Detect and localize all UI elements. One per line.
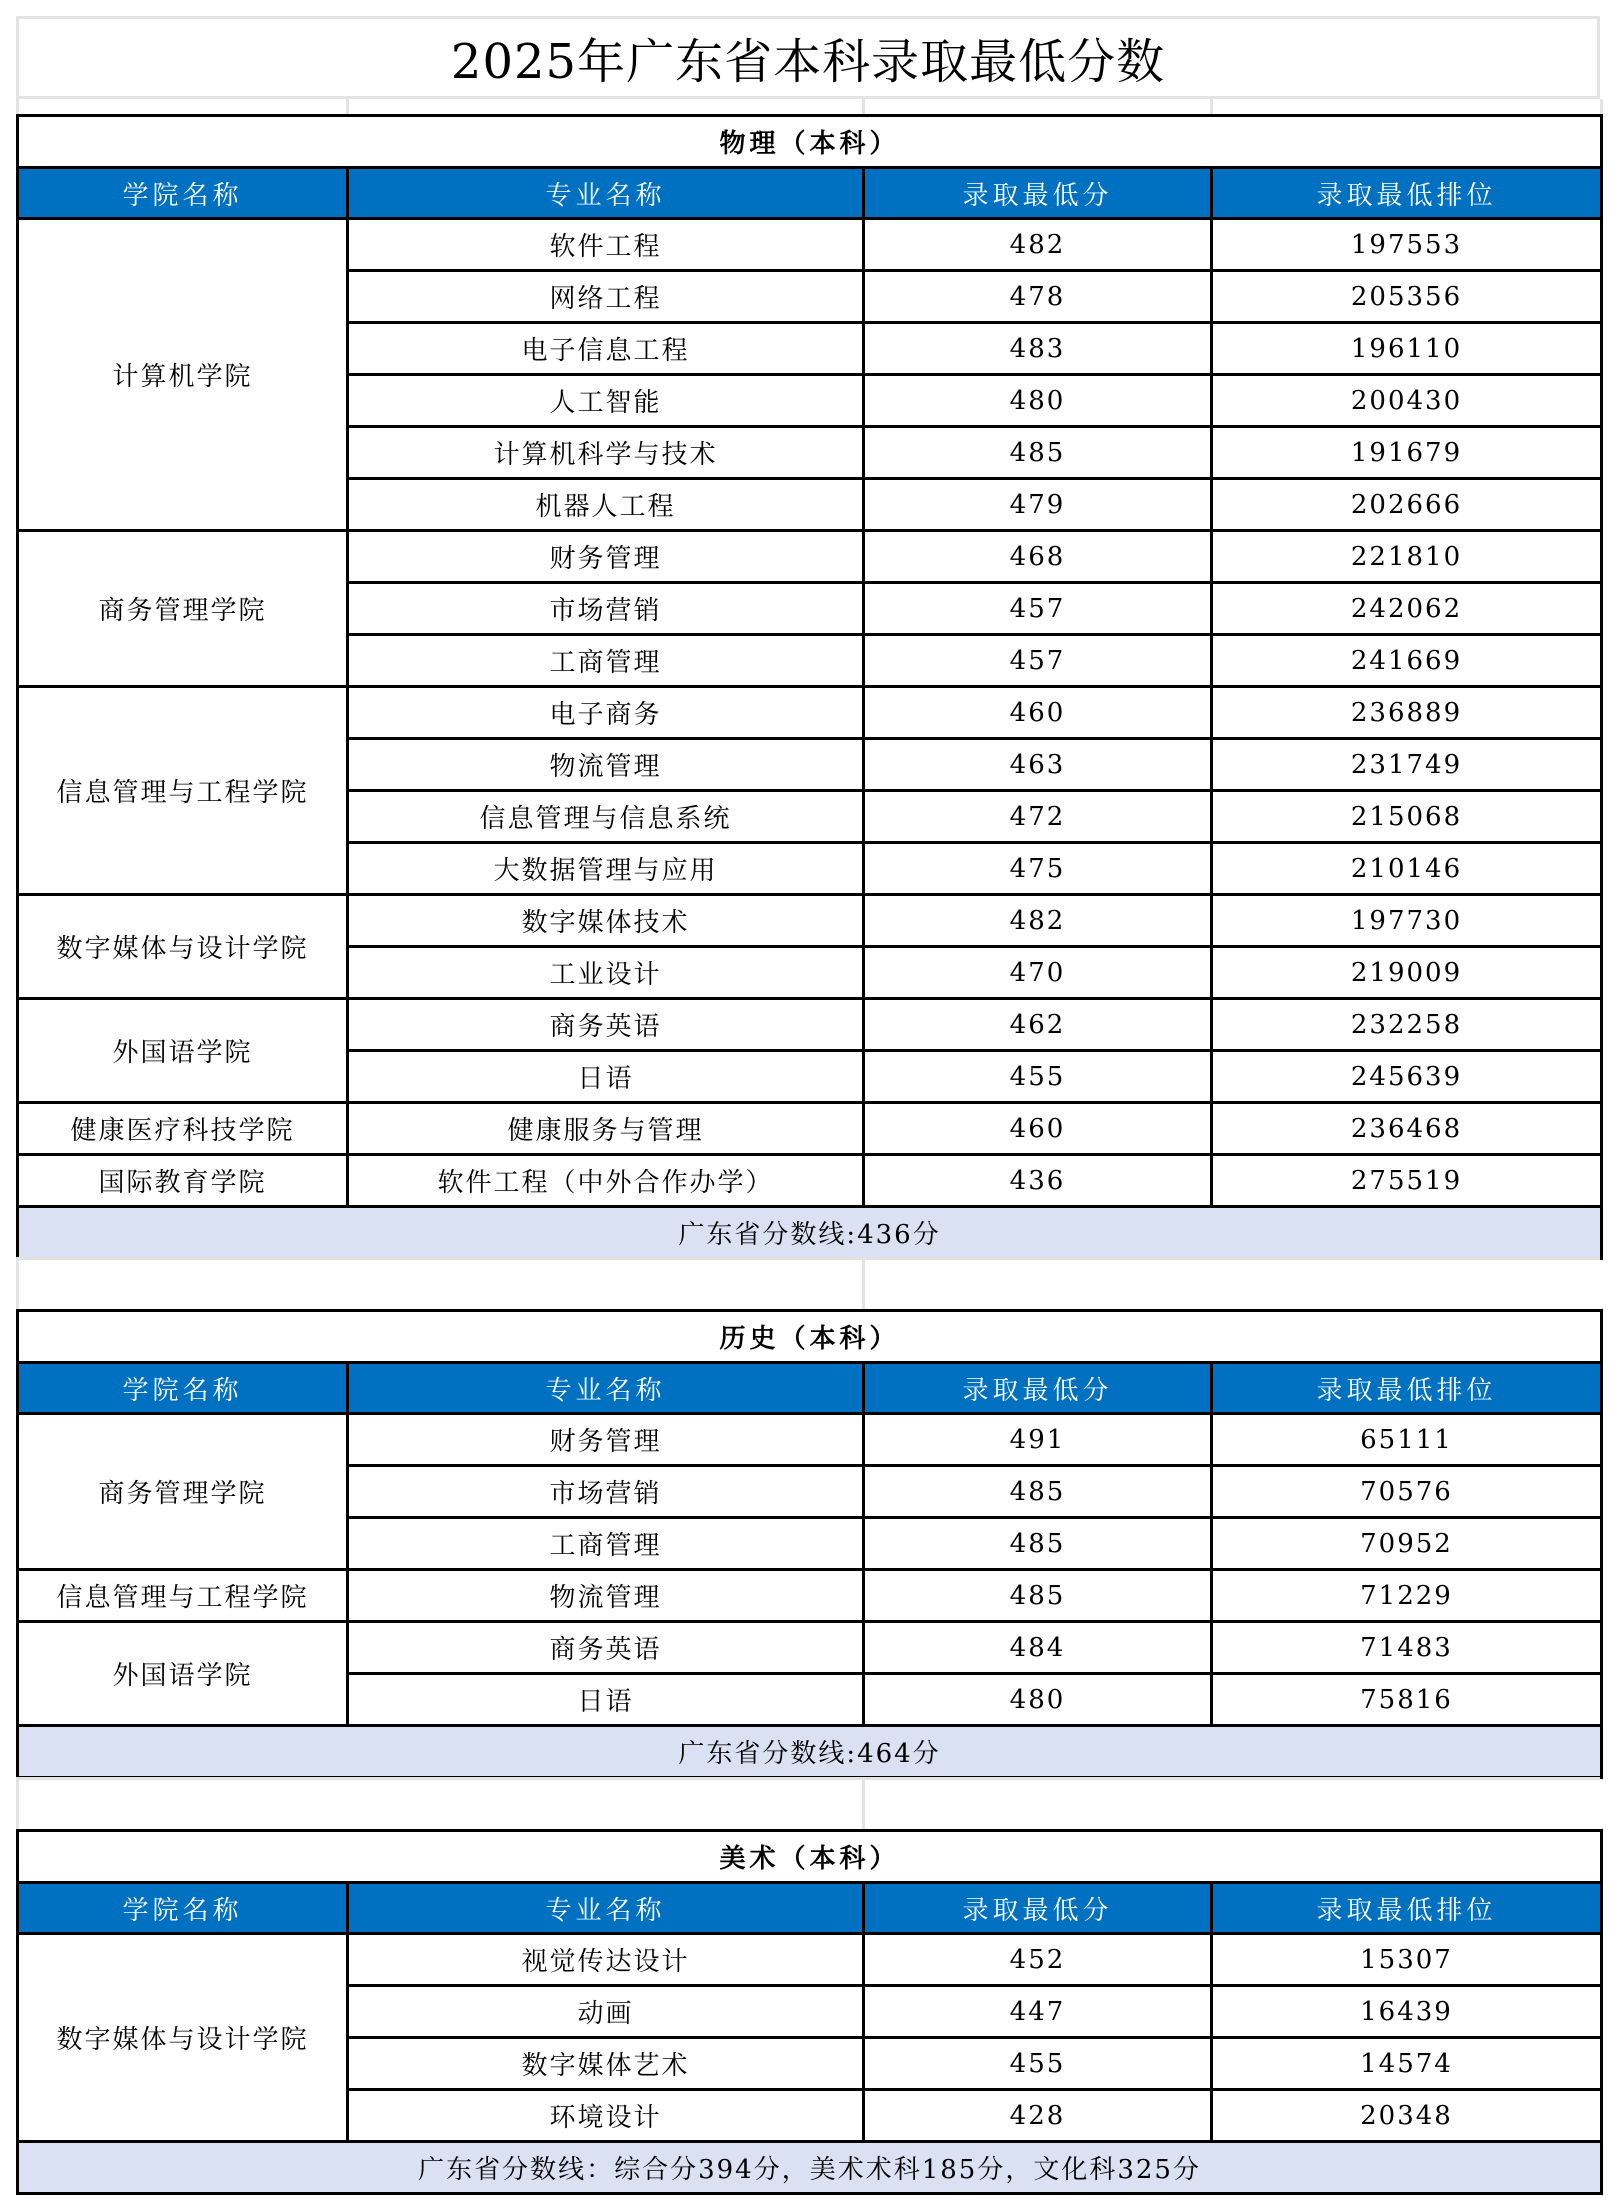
major-cell: 日语 <box>348 1051 864 1103</box>
min-score-cell: 457 <box>864 583 1212 635</box>
min-score-cell: 455 <box>864 1051 1212 1103</box>
min-rank-cell: 236468 <box>1212 1103 1602 1155</box>
min-rank-header: 录取最低排位 <box>1212 168 1602 219</box>
min-score-cell: 484 <box>864 1622 1212 1674</box>
major-header: 专业名称 <box>348 1883 864 1934</box>
major-cell: 财务管理 <box>348 531 864 583</box>
college-header: 学院名称 <box>18 168 348 219</box>
provincial-line-row <box>18 2142 1602 2194</box>
section-title-row <box>18 1831 1602 1883</box>
table-row <box>18 1414 1602 1466</box>
min-rank-cell: 70576 <box>1212 1466 1602 1518</box>
major-cell: 工商管理 <box>348 635 864 687</box>
college-cell: 外国语学院 <box>18 999 348 1103</box>
major-cell: 健康服务与管理 <box>348 1103 864 1155</box>
min-score-cell: 478 <box>864 271 1212 323</box>
min-rank-cell: 221810 <box>1212 531 1602 583</box>
major-cell: 电子商务 <box>348 687 864 739</box>
min-score-cell: 485 <box>864 1570 1212 1622</box>
min-rank-cell: 202666 <box>1212 479 1602 531</box>
spacer-row <box>16 1257 1600 1309</box>
min-score-header: 录取最低分 <box>864 168 1212 219</box>
min-rank-cell: 65111 <box>1212 1414 1602 1466</box>
major-cell: 日语 <box>348 1674 864 1726</box>
min-score-cell: 482 <box>864 219 1212 271</box>
min-rank-cell: 197730 <box>1212 895 1602 947</box>
spacer-row <box>16 96 1600 114</box>
min-score-cell: 480 <box>864 1674 1212 1726</box>
min-score-cell: 491 <box>864 1414 1212 1466</box>
major-cell: 物流管理 <box>348 1570 864 1622</box>
min-score-header: 录取最低分 <box>864 1363 1212 1414</box>
major-header: 专业名称 <box>348 168 864 219</box>
major-cell: 数字媒体技术 <box>348 895 864 947</box>
min-score-cell: 460 <box>864 1103 1212 1155</box>
provincial-line-row <box>18 1726 1602 1778</box>
major-cell: 大数据管理与应用 <box>348 843 864 895</box>
college-cell: 外国语学院 <box>18 1622 348 1726</box>
min-score-cell: 447 <box>864 1986 1212 2038</box>
table-row <box>18 1570 1602 1622</box>
table-row <box>18 1622 1602 1674</box>
min-score-cell: 452 <box>864 1934 1212 1986</box>
min-rank-cell: 232258 <box>1212 999 1602 1051</box>
major-cell: 软件工程 <box>348 219 864 271</box>
section-title: 历史（本科） <box>18 1311 1602 1363</box>
min-score-cell: 468 <box>864 531 1212 583</box>
min-score-cell: 480 <box>864 375 1212 427</box>
table-row <box>18 687 1602 739</box>
min-rank-cell: 71483 <box>1212 1622 1602 1674</box>
gridline <box>862 1780 865 1829</box>
major-cell: 人工智能 <box>348 375 864 427</box>
art-table <box>16 1829 1603 2195</box>
min-rank-cell: 231749 <box>1212 739 1602 791</box>
major-cell: 信息管理与信息系统 <box>348 791 864 843</box>
college-cell: 信息管理与工程学院 <box>18 1570 348 1622</box>
min-rank-cell: 196110 <box>1212 323 1602 375</box>
min-rank-cell: 245639 <box>1212 1051 1602 1103</box>
min-score-cell: 475 <box>864 843 1212 895</box>
table-row <box>18 999 1602 1051</box>
min-score-cell: 485 <box>864 1466 1212 1518</box>
min-rank-cell: 275519 <box>1212 1155 1602 1207</box>
college-header: 学院名称 <box>18 1363 348 1414</box>
min-score-cell: 482 <box>864 895 1212 947</box>
gridline <box>862 1260 865 1309</box>
provincial-line-text: 广东省分数线：综合分394分，美术术科185分，文化科325分 <box>18 2142 1602 2194</box>
min-rank-cell: 20348 <box>1212 2090 1602 2142</box>
major-cell: 机器人工程 <box>348 479 864 531</box>
gridline <box>1210 99 1213 114</box>
gridline <box>1600 99 1603 114</box>
college-cell: 数字媒体与设计学院 <box>18 895 348 999</box>
min-rank-cell: 219009 <box>1212 947 1602 999</box>
major-cell: 环境设计 <box>348 2090 864 2142</box>
min-rank-cell: 205356 <box>1212 271 1602 323</box>
major-cell: 市场营销 <box>348 1466 864 1518</box>
min-score-cell: 485 <box>864 1518 1212 1570</box>
min-rank-header: 录取最低排位 <box>1212 1883 1602 1934</box>
min-score-cell: 460 <box>864 687 1212 739</box>
physics-table <box>16 114 1603 1260</box>
college-cell: 信息管理与工程学院 <box>18 687 348 895</box>
gridline <box>862 99 865 114</box>
major-header: 专业名称 <box>348 1363 864 1414</box>
page-title: 2025年广东省本科录取最低分数 <box>450 34 1166 90</box>
major-cell: 网络工程 <box>348 271 864 323</box>
column-header-row <box>18 1363 1602 1414</box>
college-cell: 商务管理学院 <box>18 1414 348 1570</box>
table-row <box>18 1155 1602 1207</box>
table-row <box>18 1103 1602 1155</box>
min-rank-cell: 70952 <box>1212 1518 1602 1570</box>
provincial-line-row <box>18 1207 1602 1259</box>
min-score-cell: 462 <box>864 999 1212 1051</box>
college-cell: 健康医疗科技学院 <box>18 1103 348 1155</box>
college-header: 学院名称 <box>18 1883 348 1934</box>
major-cell: 动画 <box>348 1986 864 2038</box>
min-score-cell: 485 <box>864 427 1212 479</box>
major-cell: 市场营销 <box>348 583 864 635</box>
college-cell: 商务管理学院 <box>18 531 348 687</box>
major-cell: 电子信息工程 <box>348 323 864 375</box>
min-score-cell: 436 <box>864 1155 1212 1207</box>
history-table <box>16 1309 1603 1779</box>
min-score-cell: 479 <box>864 479 1212 531</box>
college-cell: 数字媒体与设计学院 <box>18 1934 348 2142</box>
min-rank-cell: 241669 <box>1212 635 1602 687</box>
min-score-cell: 470 <box>864 947 1212 999</box>
major-cell: 计算机科学与技术 <box>348 427 864 479</box>
min-rank-cell: 210146 <box>1212 843 1602 895</box>
college-cell: 国际教育学院 <box>18 1155 348 1207</box>
provincial-line-text: 广东省分数线:436分 <box>18 1207 1602 1259</box>
major-cell: 物流管理 <box>348 739 864 791</box>
min-rank-cell: 16439 <box>1212 1986 1602 2038</box>
major-cell: 财务管理 <box>348 1414 864 1466</box>
major-cell: 软件工程（中外合作办学） <box>348 1155 864 1207</box>
major-cell: 工业设计 <box>348 947 864 999</box>
min-score-header: 录取最低分 <box>864 1883 1212 1934</box>
table-row <box>18 895 1602 947</box>
min-rank-cell: 200430 <box>1212 375 1602 427</box>
spacer-row <box>16 1777 1600 1829</box>
section-title-row <box>18 116 1602 168</box>
section-title-row <box>18 1311 1602 1363</box>
min-score-cell: 455 <box>864 2038 1212 2090</box>
major-cell: 商务英语 <box>348 1622 864 1674</box>
major-cell: 工商管理 <box>348 1518 864 1570</box>
min-rank-cell: 197553 <box>1212 219 1602 271</box>
min-score-cell: 428 <box>864 2090 1212 2142</box>
min-score-cell: 457 <box>864 635 1212 687</box>
min-rank-cell: 236889 <box>1212 687 1602 739</box>
column-header-row <box>18 168 1602 219</box>
provincial-line-text: 广东省分数线:464分 <box>18 1726 1602 1778</box>
major-cell: 视觉传达设计 <box>348 1934 864 1986</box>
major-cell: 数字媒体艺术 <box>348 2038 864 2090</box>
min-rank-cell: 215068 <box>1212 791 1602 843</box>
table-row <box>18 1934 1602 1986</box>
min-rank-cell: 71229 <box>1212 1570 1602 1622</box>
section-title: 物理（本科） <box>18 116 1602 168</box>
college-cell: 计算机学院 <box>18 219 348 531</box>
table-row <box>18 531 1602 583</box>
page-title-row <box>16 16 1600 96</box>
min-rank-cell: 14574 <box>1212 2038 1602 2090</box>
gridline <box>346 99 349 114</box>
min-score-cell: 483 <box>864 323 1212 375</box>
table-row <box>18 219 1602 271</box>
min-score-cell: 463 <box>864 739 1212 791</box>
section-title: 美术（本科） <box>18 1831 1602 1883</box>
major-cell: 商务英语 <box>348 999 864 1051</box>
min-rank-header: 录取最低排位 <box>1212 1363 1602 1414</box>
column-header-row <box>18 1883 1602 1934</box>
min-rank-cell: 191679 <box>1212 427 1602 479</box>
min-score-cell: 472 <box>864 791 1212 843</box>
min-rank-cell: 75816 <box>1212 1674 1602 1726</box>
min-rank-cell: 15307 <box>1212 1934 1602 1986</box>
min-rank-cell: 242062 <box>1212 583 1602 635</box>
